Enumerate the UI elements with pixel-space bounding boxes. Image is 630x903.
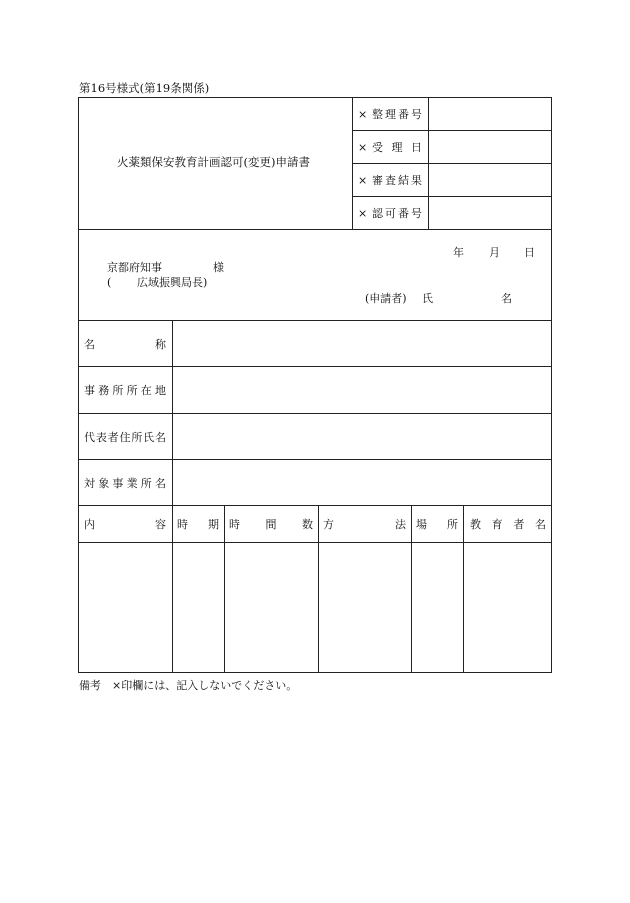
applicant-surname-label: 氏 [422, 292, 433, 305]
bureau-name-input[interactable] [116, 274, 136, 290]
period-cell[interactable] [174, 544, 223, 671]
column-header-instructor: 教 育 者 名 [470, 518, 546, 531]
name-input[interactable] [174, 322, 550, 365]
place-cell[interactable] [413, 544, 462, 671]
applicant-name-input[interactable] [436, 289, 496, 305]
month-input[interactable] [466, 243, 486, 259]
column-header-content: 内 容 [84, 518, 166, 531]
addressee-honorific: 様 [213, 261, 224, 274]
office-field-label: 審 査 結 果 [372, 174, 422, 187]
office-field-input[interactable] [430, 165, 550, 195]
hours-cell[interactable] [226, 544, 317, 671]
addressee-bureau: 広域振興局長) [137, 276, 208, 289]
column-header-period: 時 期 [177, 518, 219, 531]
content-cell[interactable] [80, 544, 171, 671]
column-header-place: 場 所 [416, 518, 458, 531]
form-title: 火薬類保安教育計画認可(変更)申請書 [117, 155, 310, 169]
target-business-input[interactable] [174, 461, 550, 504]
representative-input[interactable] [174, 415, 550, 458]
office-mark: × [358, 174, 368, 187]
office-field-label: 整 理 番 号 [372, 108, 422, 121]
row-label: 名 称 [84, 338, 166, 351]
office-field-input[interactable] [430, 198, 550, 228]
office-mark: × [358, 207, 368, 220]
method-cell[interactable] [320, 544, 410, 671]
year-label: 年 [453, 246, 464, 259]
office-field-input[interactable] [430, 99, 550, 129]
instructor-cell[interactable] [465, 544, 550, 671]
office-field-label: 認 可 番 号 [372, 207, 422, 220]
applicant-name-label: 名 [501, 292, 512, 305]
remarks-note: 備考 ×印欄には、記入しないでください。 [79, 679, 298, 692]
row-label: 事 務 所 所 在 地 [84, 384, 166, 397]
day-input[interactable] [502, 243, 522, 259]
office-address-input[interactable] [174, 368, 550, 412]
office-field-label: 受 理 日 [372, 141, 422, 154]
year-input[interactable] [400, 243, 450, 259]
row-label: 対 象 事 業 所 名 [84, 477, 166, 490]
column-header-hours: 時 間 数 [229, 518, 313, 531]
month-label: 月 [489, 246, 500, 259]
row-label: 代 表 者 住 所 氏 名 [84, 431, 166, 444]
form-number: 第16号様式(第19条関係) [79, 81, 210, 95]
day-label: 日 [524, 246, 535, 259]
office-mark: × [358, 108, 368, 121]
applicant-label: (申請者) [365, 292, 407, 305]
column-header-method: 方 法 [323, 518, 406, 531]
addressee-governor: 京都府知事 [107, 261, 162, 274]
office-mark: × [358, 141, 368, 154]
office-field-input[interactable] [430, 132, 550, 162]
addressee-paren: ( [107, 276, 112, 289]
